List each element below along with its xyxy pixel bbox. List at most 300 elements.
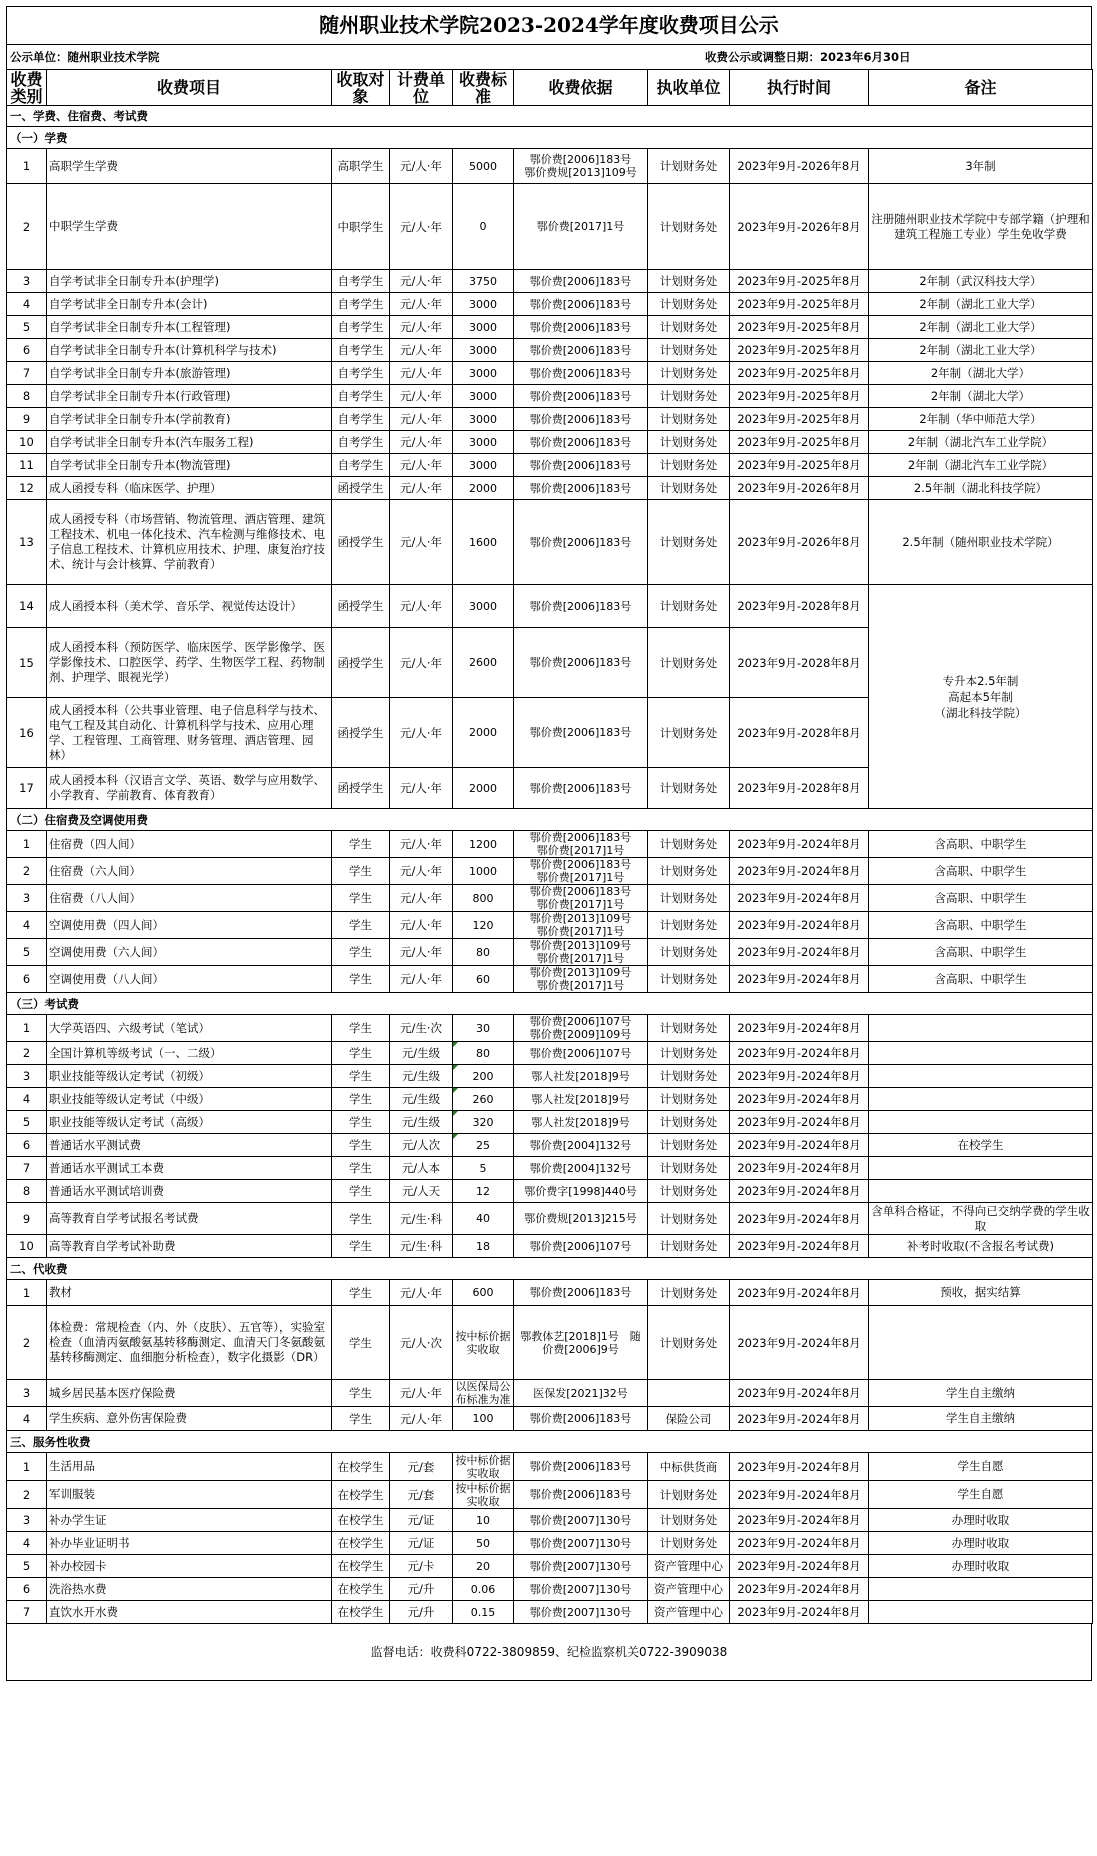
table-row xyxy=(7,362,1093,385)
cell-period: 2023年9月-2026年8月 xyxy=(730,149,869,184)
cell-basis: 鄂价费[2013]109号 鄂价费[2017]1号 xyxy=(514,939,648,966)
cell-no: 12 xyxy=(7,477,47,500)
cell-std: 25 xyxy=(453,1134,514,1157)
cell-note xyxy=(869,1306,1093,1380)
cell-target: 在校学生 xyxy=(332,1481,390,1509)
cell-basis: 鄂价费[2006]183号 鄂价费[2017]1号 xyxy=(514,885,648,912)
cell-item: 自学考试非全日制专升本(护理学) xyxy=(47,270,332,293)
cell-note: 2年制（湖北大学） xyxy=(869,385,1093,408)
cell-note: 办理时收取 xyxy=(869,1555,1093,1578)
table-row xyxy=(7,385,1093,408)
cell-target: 学生 xyxy=(332,966,390,993)
cell-std: 60 xyxy=(453,966,514,993)
cell-note: 2年制（湖北工业大学） xyxy=(869,293,1093,316)
table-row xyxy=(7,1380,1093,1407)
cell-exec: 计划财务处 xyxy=(648,1280,730,1306)
cell-unit: 元/升 xyxy=(390,1578,453,1601)
cell-exec: 计划财务处 xyxy=(648,628,730,698)
header-item: 收费项目 xyxy=(47,70,332,106)
cell-basis: 鄂价费[2007]130号 xyxy=(514,1532,648,1555)
cell-item: 学生疾病、意外伤害保险费 xyxy=(47,1407,332,1431)
cell-std: 50 xyxy=(453,1532,514,1555)
cell-target: 学生 xyxy=(332,1407,390,1431)
cell-basis: 鄂价费[2006]183号 xyxy=(514,316,648,339)
cell-period: 2023年9月-2025年8月 xyxy=(730,362,869,385)
cell-no: 6 xyxy=(7,1578,47,1601)
cell-target: 函授学生 xyxy=(332,768,390,809)
cell-target: 学生 xyxy=(332,1180,390,1203)
cell-std: 800 xyxy=(453,885,514,912)
cell-target: 在校学生 xyxy=(332,1509,390,1532)
cell-target: 高职学生 xyxy=(332,149,390,184)
cell-no: 8 xyxy=(7,385,47,408)
header-period: 执行时间 xyxy=(730,70,869,106)
cell-basis: 鄂价费[2006]183号 xyxy=(514,477,648,500)
cell-note: 2年制（华中师范大学） xyxy=(869,408,1093,431)
cell-item: 成人函授本科（汉语言文学、英语、数学与应用数学、小学教育、学前教育、体育教育） xyxy=(47,768,332,809)
cell-note xyxy=(869,1157,1093,1180)
cell-period: 2023年9月-2024年8月 xyxy=(730,1555,869,1578)
cell-item: 补办校园卡 xyxy=(47,1555,332,1578)
section-heading: （一）学费 xyxy=(7,127,1093,149)
cell-basis: 医保发[2021]32号 xyxy=(514,1380,648,1407)
cell-no: 6 xyxy=(7,1134,47,1157)
table-row xyxy=(7,1407,1093,1431)
cell-std: 40 xyxy=(453,1203,514,1235)
cell-no: 4 xyxy=(7,912,47,939)
cell-unit: 元/生级 xyxy=(390,1088,453,1111)
section-heading: （二）住宿费及空调使用费 xyxy=(7,809,1093,831)
cell-item: 自学考试非全日制专升本(汽车服务工程) xyxy=(47,431,332,454)
cell-item: 生活用品 xyxy=(47,1453,332,1481)
cell-period: 2023年9月-2028年8月 xyxy=(730,628,869,698)
cell-no: 14 xyxy=(7,585,47,628)
cell-unit: 元/证 xyxy=(390,1509,453,1532)
header-unit: 计费单位 xyxy=(390,70,453,106)
cell-basis: 鄂价费[2006]183号 xyxy=(514,768,648,809)
cell-unit: 元/人·年 xyxy=(390,1380,453,1407)
table-row xyxy=(7,885,1093,912)
table-row xyxy=(7,858,1093,885)
cell-unit: 元/人次 xyxy=(390,1134,453,1157)
header-standard: 收费标准 xyxy=(453,70,514,106)
cell-target: 学生 xyxy=(332,831,390,858)
table-row xyxy=(7,1180,1093,1203)
cell-target: 学生 xyxy=(332,1306,390,1380)
cell-note: 在校学生 xyxy=(869,1134,1093,1157)
cell-no: 7 xyxy=(7,362,47,385)
cell-std: 1000 xyxy=(453,858,514,885)
section-heading: 二、代收费 xyxy=(7,1258,1093,1280)
cell-basis: 鄂价费[2006]183号 xyxy=(514,1481,648,1509)
cell-no: 2 xyxy=(7,184,47,270)
cell-target: 中职学生 xyxy=(332,184,390,270)
table-row xyxy=(7,477,1093,500)
cell-unit: 元/人·年 xyxy=(390,858,453,885)
cell-unit: 元/人·年 xyxy=(390,454,453,477)
cell-std: 3000 xyxy=(453,293,514,316)
fee-notice-document xyxy=(6,6,1092,1681)
cell-no: 10 xyxy=(7,1235,47,1258)
cell-no: 3 xyxy=(7,1380,47,1407)
cell-note xyxy=(869,1015,1093,1042)
cell-period: 2023年9月-2025年8月 xyxy=(730,431,869,454)
cell-note: 注册随州职业技术学院中专部学籍（护理和建筑工程施工专业）学生免收学费 xyxy=(869,184,1093,270)
cell-note: 学生自愿 xyxy=(869,1453,1093,1481)
cell-exec: 计划财务处 xyxy=(648,316,730,339)
cell-period: 2023年9月-2024年8月 xyxy=(730,1481,869,1509)
cell-period: 2023年9月-2028年8月 xyxy=(730,698,869,768)
cell-std: 1200 xyxy=(453,831,514,858)
cell-basis: 鄂价费[2006]183号 xyxy=(514,385,648,408)
cell-unit: 元/人·年 xyxy=(390,339,453,362)
cell-exec: 计划财务处 xyxy=(648,408,730,431)
cell-exec: 计划财务处 xyxy=(648,477,730,500)
cell-basis: 鄂价费规[2013]215号 xyxy=(514,1203,648,1235)
document-title: 随州职业技术学院2023-2024学年度收费项目公示 xyxy=(6,6,1092,44)
cell-no: 3 xyxy=(7,270,47,293)
cell-period: 2023年9月-2024年8月 xyxy=(730,912,869,939)
cell-period: 2023年9月-2024年8月 xyxy=(730,1380,869,1407)
cell-target: 学生 xyxy=(332,912,390,939)
cell-period: 2023年9月-2025年8月 xyxy=(730,385,869,408)
table-row xyxy=(7,1157,1093,1180)
cell-item: 教材 xyxy=(47,1280,332,1306)
cell-std: 200 xyxy=(453,1065,514,1088)
cell-no: 4 xyxy=(7,1407,47,1431)
cell-basis: 鄂价费[2007]130号 xyxy=(514,1509,648,1532)
section-row xyxy=(7,127,1093,149)
cell-period: 2023年9月-2024年8月 xyxy=(730,1280,869,1306)
cell-item: 普通话水平测试培训费 xyxy=(47,1180,332,1203)
cell-exec: 计划财务处 xyxy=(648,1111,730,1134)
cell-exec: 计划财务处 xyxy=(648,184,730,270)
cell-std: 18 xyxy=(453,1235,514,1258)
cell-period: 2023年9月-2024年8月 xyxy=(730,1088,869,1111)
table-row xyxy=(7,912,1093,939)
cell-std: 3000 xyxy=(453,385,514,408)
cell-no: 5 xyxy=(7,316,47,339)
cell-exec: 计划财务处 xyxy=(648,270,730,293)
cell-exec: 保险公司 xyxy=(648,1407,730,1431)
cell-std: 2000 xyxy=(453,698,514,768)
cell-period: 2023年9月-2024年8月 xyxy=(730,1134,869,1157)
cell-target: 在校学生 xyxy=(332,1578,390,1601)
cell-period: 2023年9月-2024年8月 xyxy=(730,1306,869,1380)
cell-note xyxy=(869,1111,1093,1134)
cell-unit: 元/人天 xyxy=(390,1180,453,1203)
cell-item: 成人函授本科（预防医学、临床医学、医学影像学、医学影像技术、口腔医学、药学、生物医学工程、药物制剂、护理学、眼视光学） xyxy=(47,628,332,698)
cell-target: 自考学生 xyxy=(332,431,390,454)
cell-exec: 计划财务处 xyxy=(648,149,730,184)
cell-exec: 计划财务处 xyxy=(648,1180,730,1203)
cell-no: 3 xyxy=(7,1509,47,1532)
section-row xyxy=(7,809,1093,831)
fee-table xyxy=(6,69,1093,1624)
cell-note: 2年制（湖北汽车工业学院） xyxy=(869,454,1093,477)
cell-target: 自考学生 xyxy=(332,362,390,385)
cell-exec: 计划财务处 xyxy=(648,500,730,585)
cell-unit: 元/人·年 xyxy=(390,939,453,966)
cell-target: 在校学生 xyxy=(332,1555,390,1578)
section-row xyxy=(7,1258,1093,1280)
cell-exec: 计划财务处 xyxy=(648,385,730,408)
cell-period: 2023年9月-2024年8月 xyxy=(730,1157,869,1180)
cell-item: 自学考试非全日制专升本(会计) xyxy=(47,293,332,316)
cell-exec: 计划财务处 xyxy=(648,831,730,858)
cell-std: 3000 xyxy=(453,339,514,362)
cell-basis: 鄂价费[2006]107号 xyxy=(514,1235,648,1258)
cell-exec: 计划财务处 xyxy=(648,1134,730,1157)
cell-period: 2023年9月-2025年8月 xyxy=(730,293,869,316)
cell-item: 高等教育自学考试报名考试费 xyxy=(47,1203,332,1235)
cell-exec: 计划财务处 xyxy=(648,1532,730,1555)
cell-unit: 元/人·年 xyxy=(390,831,453,858)
table-row xyxy=(7,1065,1093,1088)
cell-basis: 鄂价费[2006]183号 xyxy=(514,698,648,768)
cell-item: 成人函授本科（公共事业管理、电子信息科学与技术、电气工程及其自动化、计算机科学与技术、应用心理学、工程管理、工商管理、财务管理、酒店管理、园林） xyxy=(47,698,332,768)
cell-target: 函授学生 xyxy=(332,477,390,500)
table-row xyxy=(7,966,1093,993)
table-row xyxy=(7,1481,1093,1509)
cell-basis: 鄂教体艺[2018]1号 随价费[2006]9号 xyxy=(514,1306,648,1380)
cell-exec: 计划财务处 xyxy=(648,858,730,885)
cell-target: 函授学生 xyxy=(332,698,390,768)
cell-unit: 元/生·次 xyxy=(390,1015,453,1042)
cell-period: 2023年9月-2024年8月 xyxy=(730,1509,869,1532)
cell-period: 2023年9月-2025年8月 xyxy=(730,408,869,431)
cell-basis: 鄂价费[2006]183号 xyxy=(514,1280,648,1306)
cell-basis: 鄂价费[2006]107号 xyxy=(514,1042,648,1065)
cell-exec: 资产管理中心 xyxy=(648,1578,730,1601)
cell-exec: 计划财务处 xyxy=(648,939,730,966)
cell-no: 2 xyxy=(7,858,47,885)
cell-std: 80 xyxy=(453,1042,514,1065)
cell-item: 全国计算机等级考试（一、二级） xyxy=(47,1042,332,1065)
cell-unit: 元/人·年 xyxy=(390,408,453,431)
cell-item: 自学考试非全日制专升本(学前教育) xyxy=(47,408,332,431)
cell-std: 260 xyxy=(453,1088,514,1111)
cell-basis: 鄂价费[2006]183号 鄂价费[2017]1号 xyxy=(514,858,648,885)
cell-basis: 鄂价费[2006]183号 鄂价费规[2013]109号 xyxy=(514,149,648,184)
cell-exec: 计划财务处 xyxy=(648,1509,730,1532)
cell-basis: 鄂价费[2006]183号 xyxy=(514,362,648,385)
cell-period: 2023年9月-2024年8月 xyxy=(730,1235,869,1258)
cell-target: 在校学生 xyxy=(332,1601,390,1624)
cell-std: 0 xyxy=(453,184,514,270)
cell-note: 办理时收取 xyxy=(869,1532,1093,1555)
table-row xyxy=(7,293,1093,316)
cell-unit: 元/人·年 xyxy=(390,628,453,698)
cell-period: 2023年9月-2024年8月 xyxy=(730,1203,869,1235)
cell-no: 1 xyxy=(7,831,47,858)
cell-note: 含高职、中职学生 xyxy=(869,966,1093,993)
cell-unit: 元/人·年 xyxy=(390,362,453,385)
cell-unit: 元/人本 xyxy=(390,1157,453,1180)
cell-basis: 鄂价费[2006]107号 鄂价费[2009]109号 xyxy=(514,1015,648,1042)
cell-std: 0.15 xyxy=(453,1601,514,1624)
cell-basis: 鄂价费[2006]183号 xyxy=(514,431,648,454)
section-row xyxy=(7,1431,1093,1453)
cell-period: 2023年9月-2025年8月 xyxy=(730,454,869,477)
cell-period: 2023年9月-2024年8月 xyxy=(730,885,869,912)
cell-period: 2023年9月-2024年8月 xyxy=(730,966,869,993)
table-row xyxy=(7,1453,1093,1481)
cell-std: 2600 xyxy=(453,628,514,698)
cell-std: 5000 xyxy=(453,149,514,184)
cell-basis: 鄂人社发[2018]9号 xyxy=(514,1065,648,1088)
cell-note: 补考时收取(不含报名考试费) xyxy=(869,1235,1093,1258)
cell-target: 自考学生 xyxy=(332,339,390,362)
table-row xyxy=(7,1532,1093,1555)
cell-no: 4 xyxy=(7,1088,47,1111)
cell-unit: 元/人·年 xyxy=(390,885,453,912)
cell-basis: 鄂人社发[2018]9号 xyxy=(514,1088,648,1111)
cell-unit: 元/套 xyxy=(390,1453,453,1481)
cell-period: 2023年9月-2024年8月 xyxy=(730,858,869,885)
cell-exec: 计划财务处 xyxy=(648,1157,730,1180)
cell-item: 空调使用费（八人间） xyxy=(47,966,332,993)
cell-item: 自学考试非全日制专升本(行政管理) xyxy=(47,385,332,408)
table-row xyxy=(7,1280,1093,1306)
cell-no: 9 xyxy=(7,1203,47,1235)
cell-no: 5 xyxy=(7,1111,47,1134)
table-row xyxy=(7,1306,1093,1380)
table-row xyxy=(7,1088,1093,1111)
cell-basis: 鄂价费[2006]183号 xyxy=(514,1407,648,1431)
cell-note: 3年制 xyxy=(869,149,1093,184)
cell-item: 补办毕业证明书 xyxy=(47,1532,332,1555)
cell-no: 4 xyxy=(7,1532,47,1555)
table-row xyxy=(7,270,1093,293)
cell-unit: 元/升 xyxy=(390,1601,453,1624)
cell-std: 30 xyxy=(453,1015,514,1042)
cell-exec xyxy=(648,1380,730,1407)
header-basis: 收费依据 xyxy=(514,70,648,106)
cell-std: 80 xyxy=(453,939,514,966)
cell-unit: 元/人·年 xyxy=(390,768,453,809)
cell-note: 2年制（湖北汽车工业学院） xyxy=(869,431,1093,454)
cell-item: 高等教育自学考试补助费 xyxy=(47,1235,332,1258)
cell-target: 学生 xyxy=(332,1015,390,1042)
cell-std: 3000 xyxy=(453,431,514,454)
section-heading: （三）考试费 xyxy=(7,993,1093,1015)
cell-unit: 元/人·年 xyxy=(390,1280,453,1306)
cell-no: 11 xyxy=(7,454,47,477)
cell-unit: 元/人·年 xyxy=(390,500,453,585)
cell-exec: 计划财务处 xyxy=(648,1042,730,1065)
header-executor: 执收单位 xyxy=(648,70,730,106)
cell-no: 5 xyxy=(7,1555,47,1578)
cell-exec: 计划财务处 xyxy=(648,1088,730,1111)
cell-target: 自考学生 xyxy=(332,293,390,316)
publish-date: 收费公示或调整日期：2023年6月30日 xyxy=(705,50,911,64)
section-heading: 一、学费、住宿费、考试费 xyxy=(7,106,1093,127)
cell-std: 按中标价据实收取 xyxy=(453,1306,514,1380)
cell-target: 学生 xyxy=(332,885,390,912)
cell-period: 2023年9月-2024年8月 xyxy=(730,1065,869,1088)
cell-note xyxy=(869,1601,1093,1624)
cell-item: 体检费：常规检查（内、外（皮肤）、五官等），实验室检查（血清丙氨酸氨基转移酶测定、血清天门冬氨酸氨基转移酶测定、血细胞分析检查），数字化摄影（DR） xyxy=(47,1306,332,1380)
cell-item: 洗浴热水费 xyxy=(47,1578,332,1601)
table-row xyxy=(7,339,1093,362)
cell-std: 12 xyxy=(453,1180,514,1203)
cell-unit: 元/生级 xyxy=(390,1065,453,1088)
cell-period: 2023年9月-2024年8月 xyxy=(730,1601,869,1624)
cell-unit: 元/人·年 xyxy=(390,385,453,408)
cell-unit: 元/人·年 xyxy=(390,431,453,454)
cell-exec: 计划财务处 xyxy=(648,1481,730,1509)
cell-note: 专升本2.5年制 高起本5年制 （湖北科技学院） xyxy=(869,585,1093,809)
cell-basis: 鄂价费[2006]183号 xyxy=(514,408,648,431)
cell-exec: 计划财务处 xyxy=(648,1203,730,1235)
cell-target: 学生 xyxy=(332,1157,390,1180)
cell-unit: 元/生级 xyxy=(390,1042,453,1065)
cell-period: 2023年9月-2025年8月 xyxy=(730,316,869,339)
cell-note: 含高职、中职学生 xyxy=(869,939,1093,966)
cell-exec: 计划财务处 xyxy=(648,293,730,316)
table-row xyxy=(7,1578,1093,1601)
cell-note: 2.5年制（湖北科技学院） xyxy=(869,477,1093,500)
cell-no: 1 xyxy=(7,1453,47,1481)
cell-std: 3000 xyxy=(453,316,514,339)
cell-period: 2023年9月-2024年8月 xyxy=(730,939,869,966)
table-row xyxy=(7,1601,1093,1624)
cell-no: 13 xyxy=(7,500,47,585)
cell-unit: 元/卡 xyxy=(390,1555,453,1578)
cell-item: 成人函授本科（美术学、音乐学、视觉传达设计） xyxy=(47,585,332,628)
cell-item: 高职学生学费 xyxy=(47,149,332,184)
cell-no: 3 xyxy=(7,1065,47,1088)
cell-std: 按中标价据实收取 xyxy=(453,1481,514,1509)
table-row xyxy=(7,1235,1093,1258)
cell-note: 学生自愿 xyxy=(869,1481,1093,1509)
table-row xyxy=(7,939,1093,966)
cell-no: 6 xyxy=(7,966,47,993)
table-row xyxy=(7,585,1093,628)
cell-std: 2000 xyxy=(453,768,514,809)
cell-note: 预收，据实结算 xyxy=(869,1280,1093,1306)
cell-period: 2023年9月-2024年8月 xyxy=(730,1532,869,1555)
cell-basis: 鄂价费[2006]183号 xyxy=(514,454,648,477)
cell-std: 3000 xyxy=(453,585,514,628)
cell-no: 7 xyxy=(7,1601,47,1624)
table-row xyxy=(7,316,1093,339)
cell-std: 20 xyxy=(453,1555,514,1578)
cell-note: 含高职、中职学生 xyxy=(869,885,1093,912)
cell-unit: 元/人·年 xyxy=(390,698,453,768)
cell-item: 直饮水开水费 xyxy=(47,1601,332,1624)
cell-item: 住宿费（四人间） xyxy=(47,831,332,858)
cell-unit: 元/人·年 xyxy=(390,184,453,270)
cell-exec: 计划财务处 xyxy=(648,1065,730,1088)
cell-note: 2年制（湖北工业大学） xyxy=(869,316,1093,339)
cell-unit: 元/套 xyxy=(390,1481,453,1509)
cell-unit: 元/人·年 xyxy=(390,1407,453,1431)
header-note: 备注 xyxy=(869,70,1093,106)
cell-period: 2023年9月-2024年8月 xyxy=(730,1407,869,1431)
cell-item: 空调使用费（六人间） xyxy=(47,939,332,966)
cell-target: 在校学生 xyxy=(332,1453,390,1481)
cell-note: 2年制（湖北大学） xyxy=(869,362,1093,385)
cell-no: 2 xyxy=(7,1306,47,1380)
cell-period: 2023年9月-2028年8月 xyxy=(730,768,869,809)
meta-row xyxy=(6,44,1092,69)
cell-basis: 鄂价费[2007]130号 xyxy=(514,1578,648,1601)
cell-no: 1 xyxy=(7,149,47,184)
cell-unit: 元/人·年 xyxy=(390,912,453,939)
cell-basis: 鄂价费[2007]130号 xyxy=(514,1601,648,1624)
